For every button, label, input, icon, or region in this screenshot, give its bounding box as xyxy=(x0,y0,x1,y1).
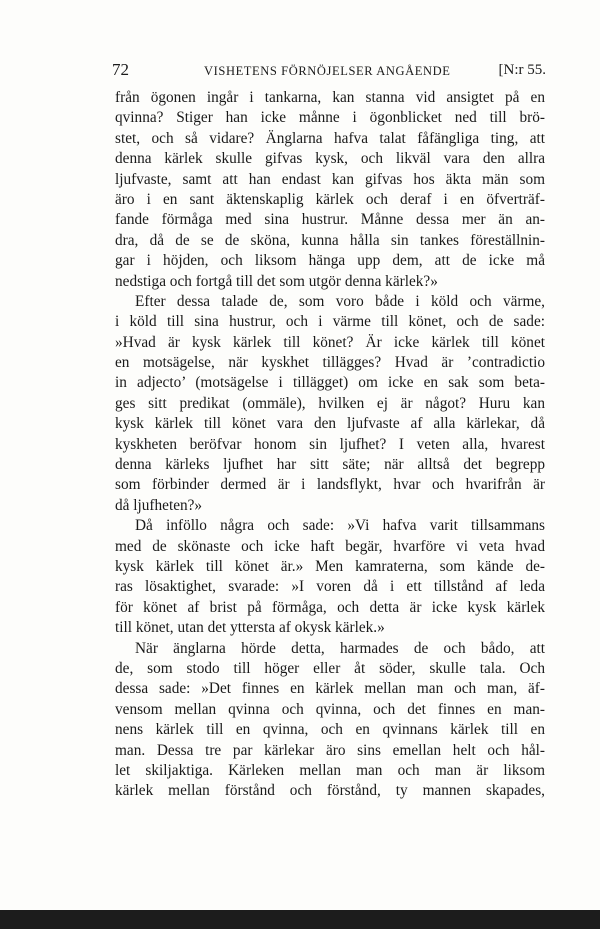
text-line: denna kärlek skulle gifvas kysk, och likväl vara den allra xyxy=(115,150,545,168)
text-line: dra, då de se de sköna, kunna hålla sin tankes föreställnin- xyxy=(115,231,545,249)
text-line: »Hvad är kysk kärlek till könet? Är icke kärlek till könet xyxy=(115,333,545,351)
text-line: i köld till sina hustrur, och i värme till könet, och de sade: xyxy=(115,313,545,331)
text-line: qvinna? Stiger han icke månne i ögonblicket ned till brö- xyxy=(115,109,545,127)
text-line: gar i höjden, och liksom hänga upp dem, att de icke må xyxy=(115,252,545,270)
text-line: äro i en sant äktenskaplig kärlek och deraf i en öfverträf- xyxy=(115,190,545,208)
text-line: kysk kärlek till könet vara den ljufvaste af alla kärlekar, då xyxy=(115,415,545,433)
text-line: som förbinder dermed är i landsflykt, hvar och hvarifrån är xyxy=(115,476,545,494)
text-line: ras lösaktighet, svarade: »I voren då i ett tillstånd af leda xyxy=(115,578,545,596)
text-line: för könet af brist på förmåga, och detta är icke kysk kärlek xyxy=(115,598,545,616)
text-line: då ljufheten?» xyxy=(115,496,203,514)
text-line: När änglarna hörde detta, harmades de och bådo, att xyxy=(135,639,545,657)
text-line: kysk kärlek till könet är.» Men kamraterna, som kände de- xyxy=(115,557,545,575)
text-line: de, som stodo till höger eller åt söder, skulle tala. Och xyxy=(115,659,545,677)
text-line: dessa sade: »Det finnes en kärlek mellan man och man, äf- xyxy=(115,680,545,698)
page-number: 72 xyxy=(112,60,129,79)
text-line: en motsägelse, när kyskhet tillägges? Hvad är ’contradictio xyxy=(115,354,545,372)
body-text xyxy=(115,88,545,802)
text-line: stet, och så vidare? Änglarna hafva talat fåfängliga ting, att xyxy=(115,129,545,147)
text-line: Efter dessa talade de, som voro både i köld och värme, xyxy=(135,292,545,310)
text-line: från ögonen ingår i tankarna, kan stanna vid ansigtet på en xyxy=(115,89,545,106)
scan-edge xyxy=(0,910,600,929)
running-title: VISHETENS FÖRNÖJELSER ANGÅENDE xyxy=(204,64,451,78)
text-line: nens kärlek till en qvinna, och en qvinnans kärlek till en xyxy=(115,721,545,739)
text-line: fande förmåga med sina hustrur. Månne dessa mer än an- xyxy=(115,211,545,229)
text-line: let skiljaktiga. Kärleken mellan man och man är liksom xyxy=(115,761,545,779)
page-header xyxy=(112,60,546,84)
text-line: Då inföllo några och sade: »Vi hafva varit tillsammans xyxy=(135,517,545,535)
text-line: kärlek mellan förstånd och förstånd, ty mannen skapades, xyxy=(115,782,545,800)
text-line: med de skönaste och icke haft begär, hvarföre vi veta hvad xyxy=(115,537,545,555)
text-line: ges sitt predikat (ommäle), hvilken ej är något? Huru kan xyxy=(115,394,545,412)
issue-number: [N:r 55. xyxy=(498,62,546,78)
text-line: till könet, utan det yttersta af okysk kärlek.» xyxy=(115,619,385,637)
text-line: vensom mellan qvinna och qvinna, och det finnes en man- xyxy=(115,700,545,718)
text-line: nedstiga och fortgå till det som utgör denna kärlek?» xyxy=(115,272,438,290)
text-line: man. Dessa tre par kärlekar äro sins emellan helt och hål- xyxy=(115,741,545,759)
text-line: kyskheten beröfvar honom sin ljufhet? I veten alla, hvarest xyxy=(115,435,545,453)
text-line: ljufvaste, samt att han endast kan gifvas hos äkta män som xyxy=(115,170,545,188)
text-line: denna kärleks ljufhet har sitt säte; när alltså det begrepp xyxy=(115,456,545,474)
text-line: in adjecto’ (motsägelse i tillägget) om icke en sak som beta- xyxy=(115,374,545,392)
